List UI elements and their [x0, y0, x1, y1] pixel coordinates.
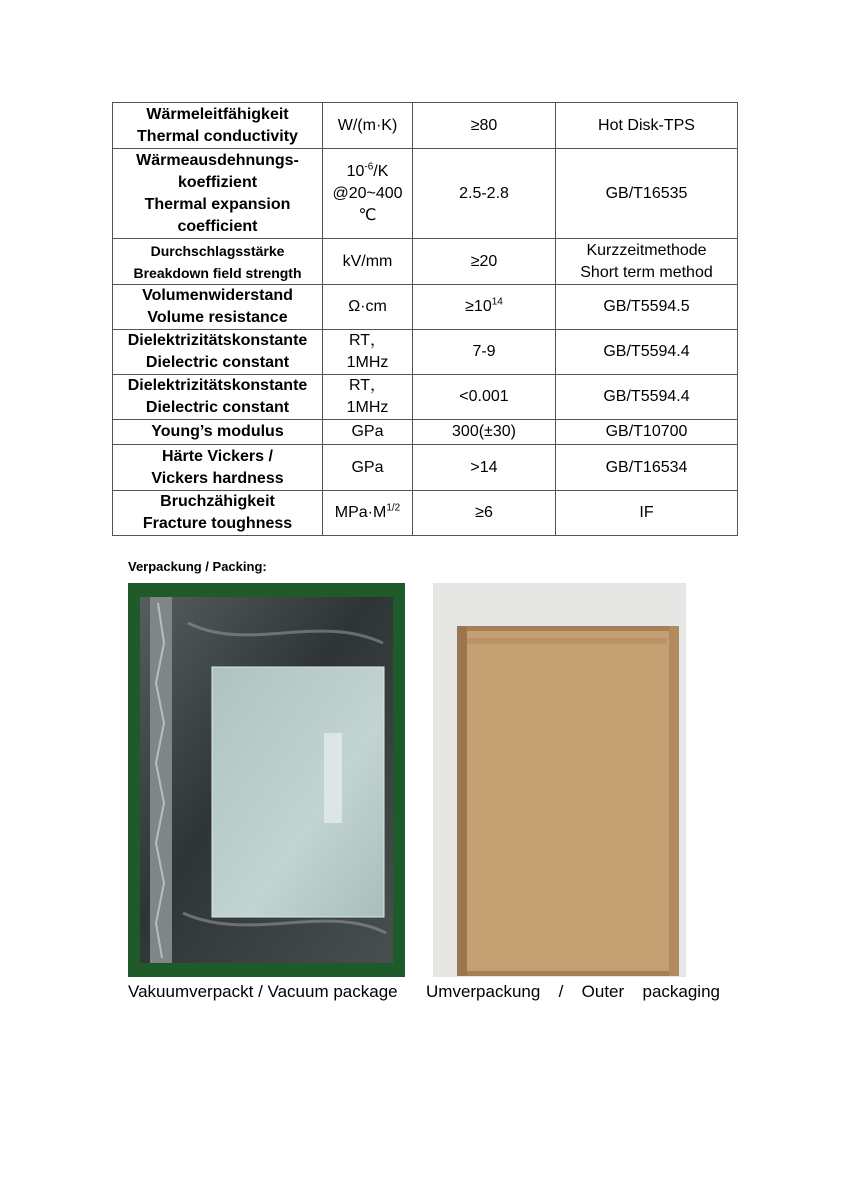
method-cell: GB/T5594.4 — [556, 375, 738, 420]
unit-cell: kV/mm — [323, 239, 413, 285]
method-cell: GB/T5594.4 — [556, 330, 738, 375]
table-row — [113, 420, 738, 445]
property-cell: Wärmeleitfähigkeit Thermal conductivity — [113, 103, 323, 149]
unit-cell: $10^{-6}/K$ @20~400 ℃ — [323, 149, 413, 239]
property-cell: Durchschlagsstärke Breakdown field strength — [113, 239, 323, 285]
method-cell: GB/T10700 — [556, 420, 738, 445]
property-cell: Dielektrizitätskonstante Dielectric constant — [113, 375, 323, 420]
properties-table — [112, 102, 738, 536]
method-cell: GB/T5594.5 — [556, 285, 738, 330]
value-cell: ≥20 — [413, 239, 556, 285]
method-cell: IF — [556, 491, 738, 536]
method-cell: GB/T16534 — [556, 445, 738, 491]
unit-cell: Ω·cm — [323, 285, 413, 330]
unit-cell: GPa — [323, 420, 413, 445]
table-row — [113, 330, 738, 375]
value-cell: 7-9 — [413, 330, 556, 375]
method-cell: GB/T16535 — [556, 149, 738, 239]
unit-cell: RT， 1MHz — [323, 330, 413, 375]
property-cell: Bruchzähigkeit Fracture toughness — [113, 491, 323, 536]
unit-cell: $MPa\cdot M^{1/2}$ — [323, 491, 413, 536]
table-row — [113, 239, 738, 285]
value-cell: >14 — [413, 445, 556, 491]
table-row — [113, 375, 738, 420]
property-cell: Young’s modulus — [113, 420, 323, 445]
property-cell: Dielektrizitätskonstante Dielectric constant — [113, 330, 323, 375]
table-row — [113, 149, 738, 239]
table-row — [113, 491, 738, 536]
table-row — [113, 285, 738, 330]
property-cell: Härte Vickers / Vickers hardness — [113, 445, 323, 491]
unit-cell: RT， 1MHz — [323, 375, 413, 420]
property-cell: Wärmeausdehnungs- koeffizient Thermal expansion coefficient — [113, 149, 323, 239]
outer-packaging-photo — [433, 583, 686, 977]
value-cell: <0.001 — [413, 375, 556, 420]
property-cell: Volumenwiderstand Volume resistance — [113, 285, 323, 330]
value-cell: ≥80 — [413, 103, 556, 149]
table-row — [113, 103, 738, 149]
vacuum-package-photo — [128, 583, 405, 977]
unit-cell: GPa — [323, 445, 413, 491]
outer-packaging-caption: Umverpackung / Outer packaging — [426, 982, 720, 1001]
value-cell: ≥6 — [413, 491, 556, 536]
method-cell: Kurzzeitmethode Short term method — [556, 239, 738, 285]
unit-cell: W/(m·K) — [323, 103, 413, 149]
table-row — [113, 445, 738, 491]
vacuum-package-caption: Vakuumverpackt / Vacuum package — [128, 982, 398, 1001]
value-cell: 300(±30) — [413, 420, 556, 445]
method-cell: Hot Disk-TPS — [556, 103, 738, 149]
value-cell: $\ge 10^{14}$ — [413, 285, 556, 330]
value-cell: 2.5-2.8 — [413, 149, 556, 239]
packing-heading: Verpackung / Packing: — [128, 559, 267, 574]
